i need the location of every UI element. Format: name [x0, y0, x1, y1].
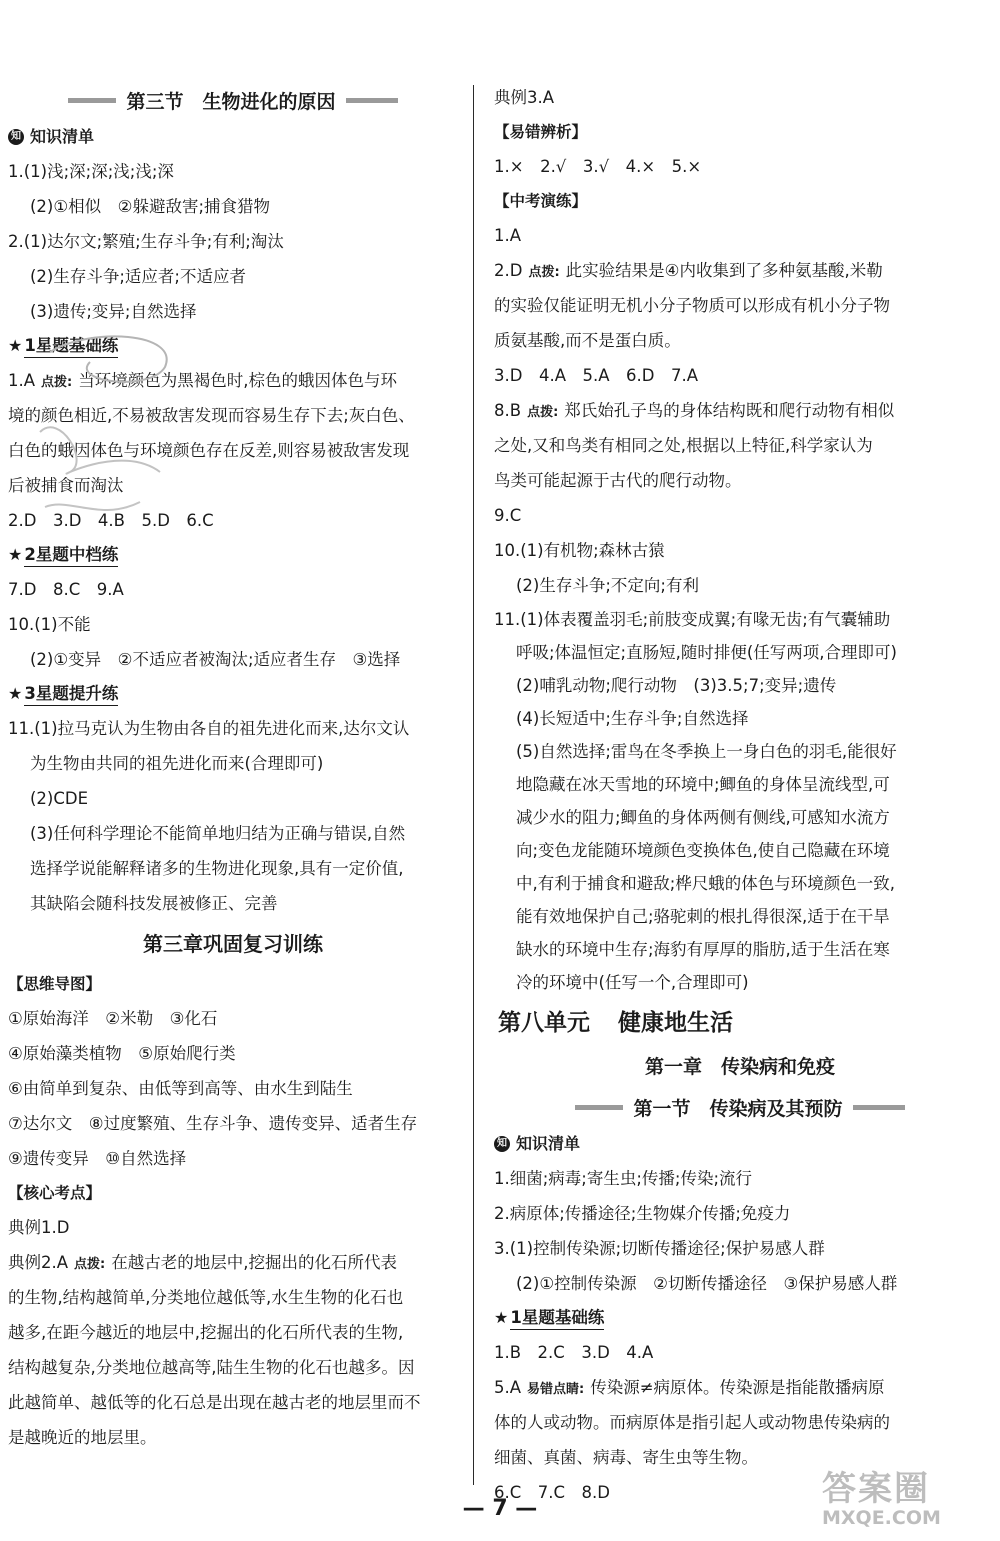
answer-line: (3)遗传;变异;自然选择 [30, 302, 197, 321]
star-icon: ★ [8, 684, 23, 703]
answer-line: 1.A [494, 226, 522, 245]
answer-line: (2)生存斗争;不定向;有利 [516, 576, 699, 595]
answer-line: 1.× 2.√ 3.√ 4.× 5.× [494, 157, 702, 176]
answer-line: (2)①控制传染源 ②切断传播途径 ③保护易感人群 [516, 1274, 898, 1293]
answer-line: 的实验仅能证明无机小分子物质可以形成有机小分子物 [494, 296, 890, 315]
answer-line: 11.(1)体表覆盖羽毛;前肢变成翼;有喙无齿;有气囊辅助 [494, 610, 891, 629]
right-column [494, 80, 986, 1510]
section-title: 第三节 生物进化的原因 [126, 90, 336, 113]
answer-line: 之处,又和鸟类有相同之处,根据以上特征,科学家认为 [494, 436, 873, 455]
answer-line: 典例3.A [494, 88, 555, 107]
mindmap-label: 【思维导图】 [8, 975, 102, 993]
heading-bar-left [68, 98, 116, 103]
exam-practice-label: 【中考演练】 [494, 192, 588, 210]
answer-line: 2.病原体;传播途径;生物媒介传播;免疫力 [494, 1204, 791, 1223]
unit-title: 第八单元 健康地生活 [498, 1010, 733, 1036]
answer-line: (3)任何科学理论不能简单地归结为正确与错误,自然 [30, 824, 406, 843]
answer-line: 呼吸;体温恒定;直肠短,随时排便(任写两项,合理即可) [516, 643, 897, 662]
answer-line: 2.(1)达尔文;繁殖;生存斗争;有利;淘汰 [8, 232, 284, 251]
heading-bar-right [853, 1105, 905, 1110]
answer-line: 选择学说能解释诸多的生物进化现象,具有一定价值, [30, 859, 404, 878]
star1-heading: ★ 1星题基础练 [8, 329, 458, 363]
answer-line: 1.(1)浅;深;深;浅;浅;深 [8, 162, 174, 181]
section-title: 第一节 传染病及其预防 [633, 1097, 843, 1120]
answer-line: 1.B 2.C 3.D 4.A [494, 1343, 654, 1362]
answer-line: 2.D 3.D 4.B 5.D 6.C [8, 511, 214, 530]
knowledge-list-label: 知 知识清单 [8, 120, 458, 154]
answer-line: 9.C [494, 506, 522, 525]
answer-line: 境的颜色相近,不易被敌害发现而容易生存下去;灰白色、 [8, 406, 415, 425]
answer-line: 体的人或动物。而病原体是指引起人或动物患传染病的 [494, 1413, 890, 1432]
star-icon: ★ [8, 336, 23, 355]
answer-line: 后被捕食而淘汰 [8, 476, 124, 495]
answer-line: 其缺陷会随科技发展被修正、完善 [30, 894, 278, 913]
answer-line: (4)长短适中;生存斗争;自然选择 [516, 709, 749, 728]
knowledge-icon: 知 [494, 1136, 510, 1152]
core-points-label: 【核心考点】 [8, 1184, 102, 1202]
answer-line: (2)CDE [30, 789, 89, 808]
heading-bar-right [346, 98, 398, 103]
star2-heading: ★ 2星题中档练 [8, 538, 458, 572]
answer-line: 3.D 4.A 5.A 6.D 7.A [494, 366, 698, 385]
answer-line: 白色的蛾因体色与环境颜色存在反差,则容易被敌害发现 [8, 441, 410, 460]
answer-line: 为生物由共同的祖先进化而来(合理即可) [30, 754, 324, 773]
answer-line: 地隐藏在冰天雪地的环境中;鲫鱼的身体呈流线型,可 [516, 775, 890, 794]
answer-line: ⑨遗传变异 ⑩自然选择 [8, 1149, 187, 1168]
answer-line: 2.D 点拨: 此实验结果是④内收集到了多种氨基酸,米勒 [494, 261, 883, 280]
section-heading [8, 80, 458, 120]
star3-heading: ★ 3星题提升练 [8, 677, 458, 711]
star1-heading: ★ 1星题基础练 [494, 1301, 986, 1335]
answer-line: (5)自然选择;雷鸟在冬季换上一身白色的羽毛,能很好 [516, 742, 897, 761]
answer-line: 冷的环境中(任写一个,合理即可) [516, 973, 749, 992]
answer-line: 10.(1)不能 [8, 615, 91, 634]
answer-line: 鸟类可能起源于古代的爬行动物。 [494, 471, 742, 490]
page-number: — 7 — [462, 1496, 538, 1521]
answer-line: 典例1.D [8, 1218, 70, 1237]
answer-line: 7.D 8.C 9.A [8, 580, 124, 599]
answer-line: 向;变色龙能随环境颜色变换体色,使自己隐藏在环境 [516, 841, 890, 860]
heading-bar-left [575, 1105, 623, 1110]
answer-line: 质氨基酸,而不是蛋白质。 [494, 331, 681, 350]
answer-line: 是越晚近的地层里。 [8, 1428, 157, 1447]
knowledge-list-label: 知 知识清单 [494, 1127, 986, 1161]
answer-line: ⑥由简单到复杂、由低等到高等、由水生到陆生 [8, 1079, 353, 1098]
answer-line: 越多,在距今越近的地层中,挖掘出的化石所代表的生物, [8, 1323, 404, 1342]
answer-line: (2)①相似 ②躲避敌害;捕食猎物 [30, 197, 271, 216]
star-icon: ★ [8, 545, 23, 564]
answer-line: 中,有利于捕食和避敌;桦尺蛾的体色与环境颜色一致, [516, 874, 896, 893]
section-heading [494, 1087, 986, 1127]
answer-line: 11.(1)拉马克认为生物由各自的祖先进化而来,达尔文认 [8, 719, 410, 738]
answer-line: 5.A 易错点睛: 传染源≠病原体。传染源是指能散播病原 [494, 1378, 885, 1397]
answer-line: (2)哺乳动物;爬行动物 (3)3.5;7;变异;遗传 [516, 676, 837, 695]
answer-line: 细菌、真菌、病毒、寄生虫等生物。 [494, 1448, 758, 1467]
answer-line: 结构越复杂,分类地位越高等,陆生生物的化石也越多。因 [8, 1358, 415, 1377]
answer-line: 减少水的阻力;鲫鱼的身体两侧有侧线,可感知水流方 [516, 808, 890, 827]
left-column [8, 80, 458, 1455]
answer-line: 3.(1)控制传染源;切断传播途径;保护易感人群 [494, 1239, 825, 1258]
answer-line: 1.细菌;病毒;寄生虫;传播;传染;流行 [494, 1169, 753, 1188]
answer-line: ④原始藻类植物 ⑤原始爬行类 [8, 1044, 236, 1063]
answer-line: ⑦达尔文 ⑧过度繁殖、生存斗争、遗传变异、适者生存 [8, 1114, 418, 1133]
answer-line: 典例2.A 点拨: 在越古老的地层中,挖掘出的化石所代表 [8, 1253, 397, 1272]
answer-line: ①原始海洋 ②米勒 ③化石 [8, 1009, 218, 1028]
chapter-title: 第一章 传染病和免疫 [644, 1056, 835, 1078]
column-divider [473, 85, 474, 1485]
answer-line: (2)①变异 ②不适应者被淘汰;适应者生存 ③选择 [30, 650, 401, 669]
answer-line: 8.B 点拨: 郑氏始孔子鸟的身体结构既和爬行动物有相似 [494, 401, 895, 420]
answer-line: 能有效地保护自己;骆驼刺的根扎得很深,适于在干旱 [516, 907, 890, 926]
watermark: 答案圈 MXQE.COM [822, 1469, 941, 1529]
answer-line: 缺水的环境中生存;海豹有厚厚的脂肪,适于生活在寒 [516, 940, 890, 959]
answer-line: 10.(1)有机物;森林古猿 [494, 541, 665, 560]
error-analysis-label: 【易错辨析】 [494, 123, 588, 141]
answer-line: 的生物,结构越简单,分类地位越低等,水生生物的化石也 [8, 1288, 404, 1307]
answer-line: 1.A 点拨: 当环境颜色为黑褐色时,棕色的蛾因体色与环 [8, 371, 397, 390]
answer-line: (2)生存斗争;适应者;不适应者 [30, 267, 246, 286]
answer-line: 此越简单、越低等的化石总是出现在越古老的地层里而不 [8, 1393, 421, 1412]
knowledge-icon: 知 [8, 129, 24, 145]
answer-line: 6.C 7.C 8.D [494, 1483, 610, 1502]
chapter-review-title: 第三章巩固复习训练 [143, 932, 323, 956]
star-icon: ★ [494, 1308, 509, 1327]
